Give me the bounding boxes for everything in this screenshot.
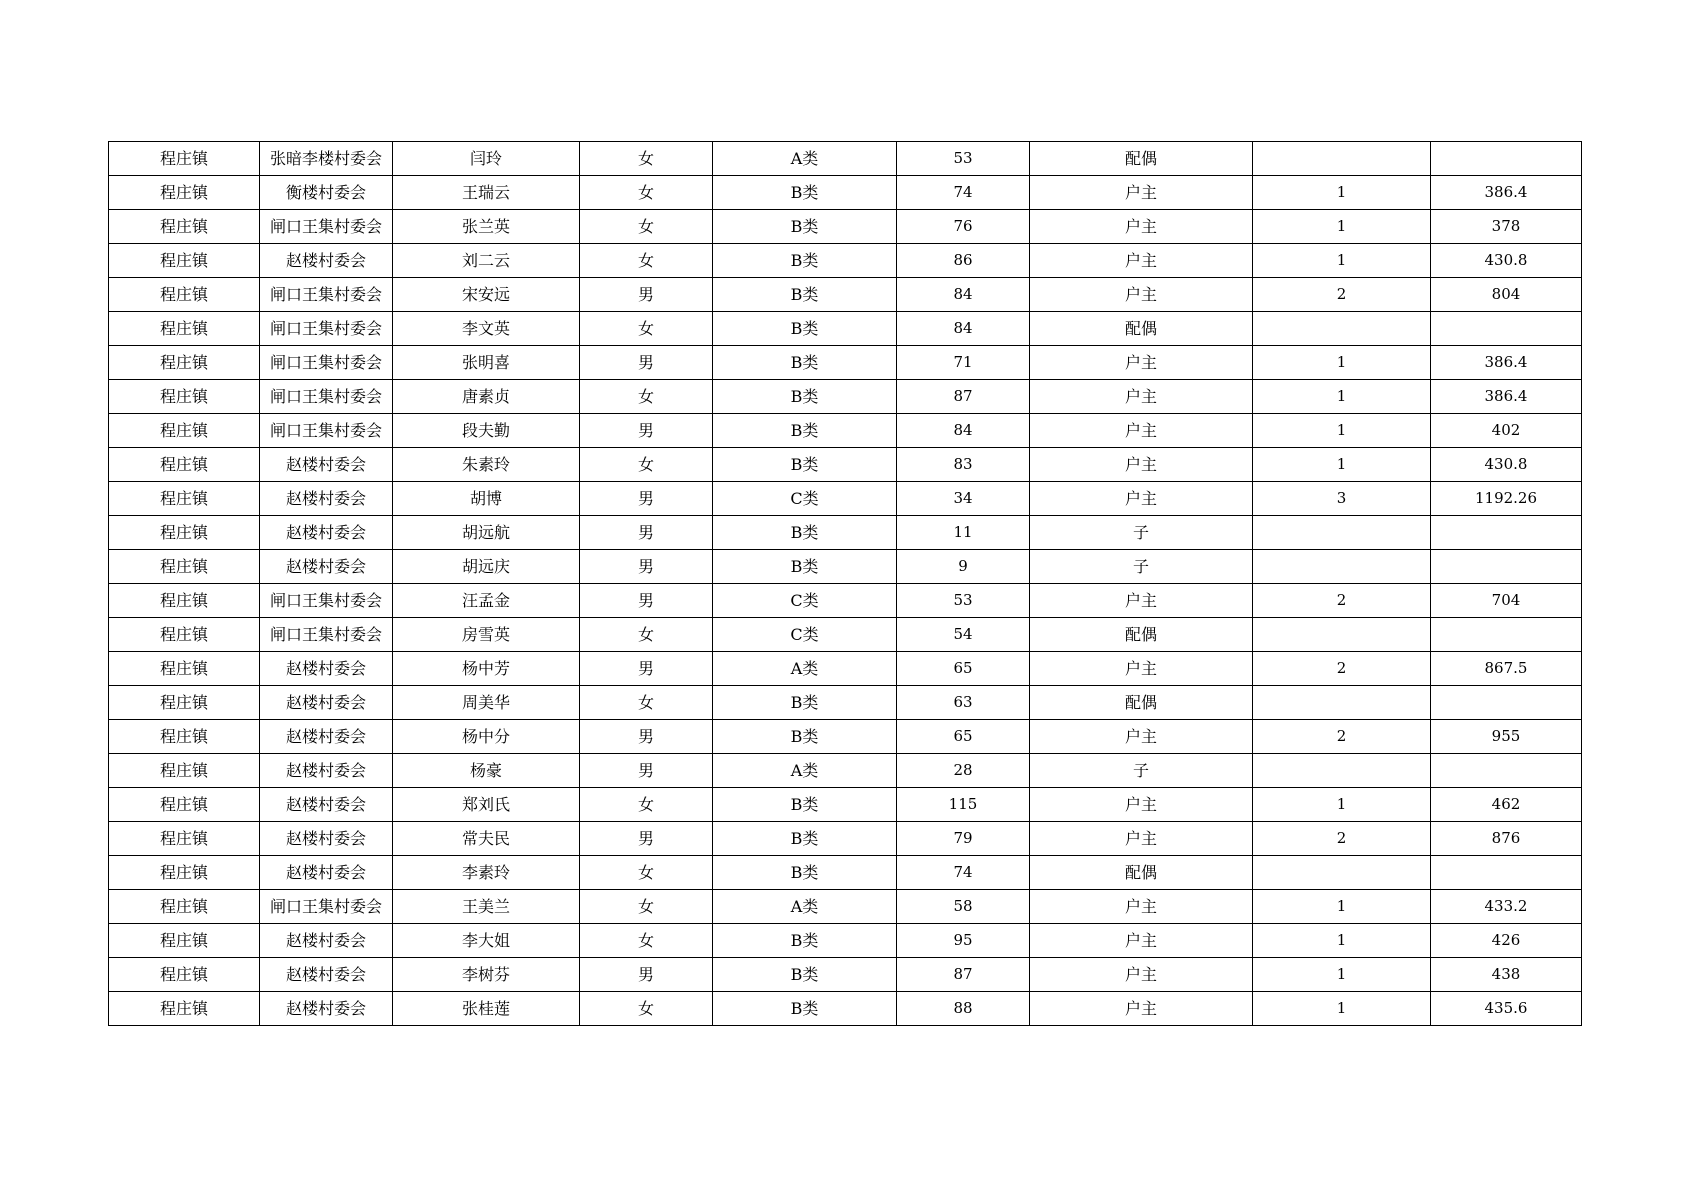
category-cell: B类 xyxy=(713,822,897,856)
gender-cell: 男 xyxy=(580,346,713,380)
table-row xyxy=(109,482,1582,516)
table-row xyxy=(109,652,1582,686)
table-row xyxy=(109,312,1582,346)
amount-cell: 386.4 xyxy=(1431,380,1582,414)
village-cell: 赵楼村委会 xyxy=(260,516,393,550)
household-count-cell: 1 xyxy=(1253,380,1431,414)
amount-cell: 435.6 xyxy=(1431,992,1582,1026)
amount-cell xyxy=(1431,754,1582,788)
amount-cell xyxy=(1431,686,1582,720)
relation-cell: 户主 xyxy=(1030,720,1253,754)
village-cell: 赵楼村委会 xyxy=(260,482,393,516)
age-cell: 65 xyxy=(897,652,1030,686)
age-cell: 54 xyxy=(897,618,1030,652)
category-cell: B类 xyxy=(713,312,897,346)
gender-cell: 女 xyxy=(580,312,713,346)
amount-cell xyxy=(1431,142,1582,176)
category-cell: B类 xyxy=(713,856,897,890)
age-cell: 9 xyxy=(897,550,1030,584)
age-cell: 115 xyxy=(897,788,1030,822)
name-cell: 闫玲 xyxy=(393,142,580,176)
age-cell: 63 xyxy=(897,686,1030,720)
household-count-cell xyxy=(1253,754,1431,788)
town-cell: 程庄镇 xyxy=(109,142,260,176)
gender-cell: 男 xyxy=(580,754,713,788)
relation-cell: 户主 xyxy=(1030,448,1253,482)
table-row xyxy=(109,346,1582,380)
table-row xyxy=(109,414,1582,448)
amount-cell: 430.8 xyxy=(1431,448,1582,482)
town-cell: 程庄镇 xyxy=(109,890,260,924)
age-cell: 86 xyxy=(897,244,1030,278)
table-row xyxy=(109,618,1582,652)
amount-cell xyxy=(1431,618,1582,652)
age-cell: 28 xyxy=(897,754,1030,788)
village-cell: 闸口王集村委会 xyxy=(260,278,393,312)
age-cell: 74 xyxy=(897,176,1030,210)
name-cell: 张桂莲 xyxy=(393,992,580,1026)
household-count-cell: 2 xyxy=(1253,278,1431,312)
village-cell: 赵楼村委会 xyxy=(260,686,393,720)
town-cell: 程庄镇 xyxy=(109,958,260,992)
category-cell: B类 xyxy=(713,278,897,312)
relation-cell: 户主 xyxy=(1030,176,1253,210)
town-cell: 程庄镇 xyxy=(109,346,260,380)
relation-cell: 户主 xyxy=(1030,482,1253,516)
village-cell: 闸口王集村委会 xyxy=(260,584,393,618)
amount-cell: 402 xyxy=(1431,414,1582,448)
village-cell: 赵楼村委会 xyxy=(260,958,393,992)
name-cell: 李大姐 xyxy=(393,924,580,958)
table-row xyxy=(109,754,1582,788)
household-count-cell: 1 xyxy=(1253,958,1431,992)
category-cell: B类 xyxy=(713,244,897,278)
gender-cell: 女 xyxy=(580,448,713,482)
gender-cell: 女 xyxy=(580,142,713,176)
age-cell: 84 xyxy=(897,312,1030,346)
town-cell: 程庄镇 xyxy=(109,380,260,414)
household-count-cell: 1 xyxy=(1253,448,1431,482)
town-cell: 程庄镇 xyxy=(109,550,260,584)
village-cell: 赵楼村委会 xyxy=(260,992,393,1026)
age-cell: 53 xyxy=(897,142,1030,176)
category-cell: C类 xyxy=(713,482,897,516)
village-cell: 闸口王集村委会 xyxy=(260,312,393,346)
amount-cell xyxy=(1431,856,1582,890)
category-cell: B类 xyxy=(713,380,897,414)
household-count-cell xyxy=(1253,516,1431,550)
town-cell: 程庄镇 xyxy=(109,278,260,312)
amount-cell: 867.5 xyxy=(1431,652,1582,686)
gender-cell: 女 xyxy=(580,618,713,652)
village-cell: 赵楼村委会 xyxy=(260,720,393,754)
relation-cell: 户主 xyxy=(1030,992,1253,1026)
gender-cell: 男 xyxy=(580,720,713,754)
category-cell: B类 xyxy=(713,924,897,958)
name-cell: 房雪英 xyxy=(393,618,580,652)
amount-cell: 426 xyxy=(1431,924,1582,958)
name-cell: 王美兰 xyxy=(393,890,580,924)
table-row xyxy=(109,176,1582,210)
household-count-cell: 2 xyxy=(1253,720,1431,754)
age-cell: 65 xyxy=(897,720,1030,754)
category-cell: B类 xyxy=(713,958,897,992)
category-cell: B类 xyxy=(713,448,897,482)
age-cell: 95 xyxy=(897,924,1030,958)
relation-cell: 户主 xyxy=(1030,822,1253,856)
table-row xyxy=(109,142,1582,176)
name-cell: 李文英 xyxy=(393,312,580,346)
amount-cell: 378 xyxy=(1431,210,1582,244)
category-cell: B类 xyxy=(713,992,897,1026)
village-cell: 赵楼村委会 xyxy=(260,856,393,890)
age-cell: 79 xyxy=(897,822,1030,856)
table-row xyxy=(109,380,1582,414)
category-cell: B类 xyxy=(713,176,897,210)
table-row xyxy=(109,686,1582,720)
household-count-cell xyxy=(1253,686,1431,720)
table-row xyxy=(109,856,1582,890)
household-count-cell: 1 xyxy=(1253,414,1431,448)
amount-cell: 1192.26 xyxy=(1431,482,1582,516)
gender-cell: 女 xyxy=(580,788,713,822)
gender-cell: 男 xyxy=(580,278,713,312)
household-count-cell xyxy=(1253,550,1431,584)
gender-cell: 男 xyxy=(580,958,713,992)
village-cell: 闸口王集村委会 xyxy=(260,618,393,652)
town-cell: 程庄镇 xyxy=(109,584,260,618)
town-cell: 程庄镇 xyxy=(109,754,260,788)
gender-cell: 女 xyxy=(580,992,713,1026)
age-cell: 34 xyxy=(897,482,1030,516)
gender-cell: 女 xyxy=(580,380,713,414)
table-row xyxy=(109,924,1582,958)
town-cell: 程庄镇 xyxy=(109,992,260,1026)
household-count-cell xyxy=(1253,856,1431,890)
relation-cell: 户主 xyxy=(1030,958,1253,992)
name-cell: 刘二云 xyxy=(393,244,580,278)
name-cell: 胡远庆 xyxy=(393,550,580,584)
gender-cell: 男 xyxy=(580,584,713,618)
household-count-cell xyxy=(1253,142,1431,176)
household-count-cell: 3 xyxy=(1253,482,1431,516)
table-row xyxy=(109,822,1582,856)
village-cell: 赵楼村委会 xyxy=(260,244,393,278)
category-cell: A类 xyxy=(713,890,897,924)
relation-cell: 配偶 xyxy=(1030,142,1253,176)
name-cell: 周美华 xyxy=(393,686,580,720)
household-count-cell: 1 xyxy=(1253,788,1431,822)
village-cell: 赵楼村委会 xyxy=(260,924,393,958)
amount-cell: 804 xyxy=(1431,278,1582,312)
gender-cell: 女 xyxy=(580,686,713,720)
village-cell: 赵楼村委会 xyxy=(260,652,393,686)
household-count-cell: 1 xyxy=(1253,210,1431,244)
relation-cell: 子 xyxy=(1030,550,1253,584)
amount-cell xyxy=(1431,550,1582,584)
amount-cell xyxy=(1431,516,1582,550)
relation-cell: 户主 xyxy=(1030,244,1253,278)
gender-cell: 男 xyxy=(580,652,713,686)
name-cell: 杨中分 xyxy=(393,720,580,754)
town-cell: 程庄镇 xyxy=(109,244,260,278)
table-row xyxy=(109,210,1582,244)
age-cell: 76 xyxy=(897,210,1030,244)
category-cell: A类 xyxy=(713,142,897,176)
town-cell: 程庄镇 xyxy=(109,516,260,550)
table-row xyxy=(109,788,1582,822)
amount-cell: 433.2 xyxy=(1431,890,1582,924)
town-cell: 程庄镇 xyxy=(109,176,260,210)
name-cell: 郑刘氏 xyxy=(393,788,580,822)
relation-cell: 配偶 xyxy=(1030,686,1253,720)
age-cell: 53 xyxy=(897,584,1030,618)
table-row xyxy=(109,992,1582,1026)
name-cell: 常夫民 xyxy=(393,822,580,856)
relation-cell: 户主 xyxy=(1030,584,1253,618)
beneficiary-table xyxy=(108,141,1582,1026)
village-cell: 赵楼村委会 xyxy=(260,448,393,482)
relation-cell: 户主 xyxy=(1030,924,1253,958)
name-cell: 汪孟金 xyxy=(393,584,580,618)
town-cell: 程庄镇 xyxy=(109,720,260,754)
amount-cell: 462 xyxy=(1431,788,1582,822)
relation-cell: 户主 xyxy=(1030,652,1253,686)
household-count-cell: 1 xyxy=(1253,346,1431,380)
household-count-cell: 1 xyxy=(1253,890,1431,924)
category-cell: C类 xyxy=(713,584,897,618)
household-count-cell: 2 xyxy=(1253,652,1431,686)
gender-cell: 女 xyxy=(580,244,713,278)
household-count-cell: 1 xyxy=(1253,176,1431,210)
relation-cell: 配偶 xyxy=(1030,856,1253,890)
table-row xyxy=(109,958,1582,992)
age-cell: 87 xyxy=(897,380,1030,414)
village-cell: 闸口王集村委会 xyxy=(260,414,393,448)
gender-cell: 女 xyxy=(580,856,713,890)
category-cell: B类 xyxy=(713,550,897,584)
village-cell: 张暗李楼村委会 xyxy=(260,142,393,176)
table-row xyxy=(109,550,1582,584)
table-row xyxy=(109,890,1582,924)
relation-cell: 户主 xyxy=(1030,346,1253,380)
town-cell: 程庄镇 xyxy=(109,312,260,346)
age-cell: 83 xyxy=(897,448,1030,482)
gender-cell: 男 xyxy=(580,482,713,516)
relation-cell: 子 xyxy=(1030,516,1253,550)
relation-cell: 户主 xyxy=(1030,278,1253,312)
village-cell: 闸口王集村委会 xyxy=(260,346,393,380)
age-cell: 71 xyxy=(897,346,1030,380)
relation-cell: 户主 xyxy=(1030,414,1253,448)
category-cell: B类 xyxy=(713,210,897,244)
category-cell: B类 xyxy=(713,788,897,822)
gender-cell: 男 xyxy=(580,550,713,584)
category-cell: A类 xyxy=(713,652,897,686)
category-cell: B类 xyxy=(713,414,897,448)
table-body xyxy=(109,142,1582,1026)
category-cell: B类 xyxy=(713,686,897,720)
village-cell: 闸口王集村委会 xyxy=(260,890,393,924)
relation-cell: 子 xyxy=(1030,754,1253,788)
village-cell: 闸口王集村委会 xyxy=(260,210,393,244)
amount-cell: 876 xyxy=(1431,822,1582,856)
town-cell: 程庄镇 xyxy=(109,788,260,822)
village-cell: 衡楼村委会 xyxy=(260,176,393,210)
household-count-cell xyxy=(1253,618,1431,652)
table-row xyxy=(109,516,1582,550)
household-count-cell: 2 xyxy=(1253,822,1431,856)
age-cell: 11 xyxy=(897,516,1030,550)
relation-cell: 配偶 xyxy=(1030,618,1253,652)
amount-cell: 955 xyxy=(1431,720,1582,754)
name-cell: 朱素玲 xyxy=(393,448,580,482)
amount-cell: 386.4 xyxy=(1431,346,1582,380)
village-cell: 赵楼村委会 xyxy=(260,788,393,822)
village-cell: 赵楼村委会 xyxy=(260,754,393,788)
name-cell: 段夫勤 xyxy=(393,414,580,448)
relation-cell: 户主 xyxy=(1030,788,1253,822)
town-cell: 程庄镇 xyxy=(109,618,260,652)
amount-cell xyxy=(1431,312,1582,346)
amount-cell: 704 xyxy=(1431,584,1582,618)
gender-cell: 女 xyxy=(580,176,713,210)
village-cell: 赵楼村委会 xyxy=(260,550,393,584)
table-row xyxy=(109,278,1582,312)
category-cell: B类 xyxy=(713,720,897,754)
relation-cell: 户主 xyxy=(1030,380,1253,414)
name-cell: 胡远航 xyxy=(393,516,580,550)
category-cell: C类 xyxy=(713,618,897,652)
table-row xyxy=(109,244,1582,278)
name-cell: 杨豪 xyxy=(393,754,580,788)
town-cell: 程庄镇 xyxy=(109,822,260,856)
household-count-cell: 1 xyxy=(1253,244,1431,278)
household-count-cell: 2 xyxy=(1253,584,1431,618)
amount-cell: 430.8 xyxy=(1431,244,1582,278)
household-count-cell xyxy=(1253,312,1431,346)
name-cell: 宋安远 xyxy=(393,278,580,312)
town-cell: 程庄镇 xyxy=(109,414,260,448)
name-cell: 张兰英 xyxy=(393,210,580,244)
town-cell: 程庄镇 xyxy=(109,924,260,958)
gender-cell: 女 xyxy=(580,890,713,924)
amount-cell: 438 xyxy=(1431,958,1582,992)
name-cell: 张明喜 xyxy=(393,346,580,380)
relation-cell: 户主 xyxy=(1030,210,1253,244)
name-cell: 李素玲 xyxy=(393,856,580,890)
gender-cell: 女 xyxy=(580,924,713,958)
age-cell: 58 xyxy=(897,890,1030,924)
age-cell: 84 xyxy=(897,278,1030,312)
age-cell: 84 xyxy=(897,414,1030,448)
gender-cell: 男 xyxy=(580,516,713,550)
relation-cell: 户主 xyxy=(1030,890,1253,924)
age-cell: 74 xyxy=(897,856,1030,890)
table-row xyxy=(109,584,1582,618)
town-cell: 程庄镇 xyxy=(109,856,260,890)
gender-cell: 男 xyxy=(580,414,713,448)
gender-cell: 女 xyxy=(580,210,713,244)
relation-cell: 配偶 xyxy=(1030,312,1253,346)
category-cell: A类 xyxy=(713,754,897,788)
village-cell: 闸口王集村委会 xyxy=(260,380,393,414)
amount-cell: 386.4 xyxy=(1431,176,1582,210)
name-cell: 胡博 xyxy=(393,482,580,516)
household-count-cell: 1 xyxy=(1253,924,1431,958)
town-cell: 程庄镇 xyxy=(109,652,260,686)
town-cell: 程庄镇 xyxy=(109,210,260,244)
category-cell: B类 xyxy=(713,346,897,380)
category-cell: B类 xyxy=(713,516,897,550)
town-cell: 程庄镇 xyxy=(109,686,260,720)
town-cell: 程庄镇 xyxy=(109,448,260,482)
household-count-cell: 1 xyxy=(1253,992,1431,1026)
name-cell: 唐素贞 xyxy=(393,380,580,414)
age-cell: 88 xyxy=(897,992,1030,1026)
name-cell: 王瑞云 xyxy=(393,176,580,210)
name-cell: 李树芬 xyxy=(393,958,580,992)
town-cell: 程庄镇 xyxy=(109,482,260,516)
gender-cell: 男 xyxy=(580,822,713,856)
table-row xyxy=(109,720,1582,754)
table-row xyxy=(109,448,1582,482)
age-cell: 87 xyxy=(897,958,1030,992)
village-cell: 赵楼村委会 xyxy=(260,822,393,856)
name-cell: 杨中芳 xyxy=(393,652,580,686)
